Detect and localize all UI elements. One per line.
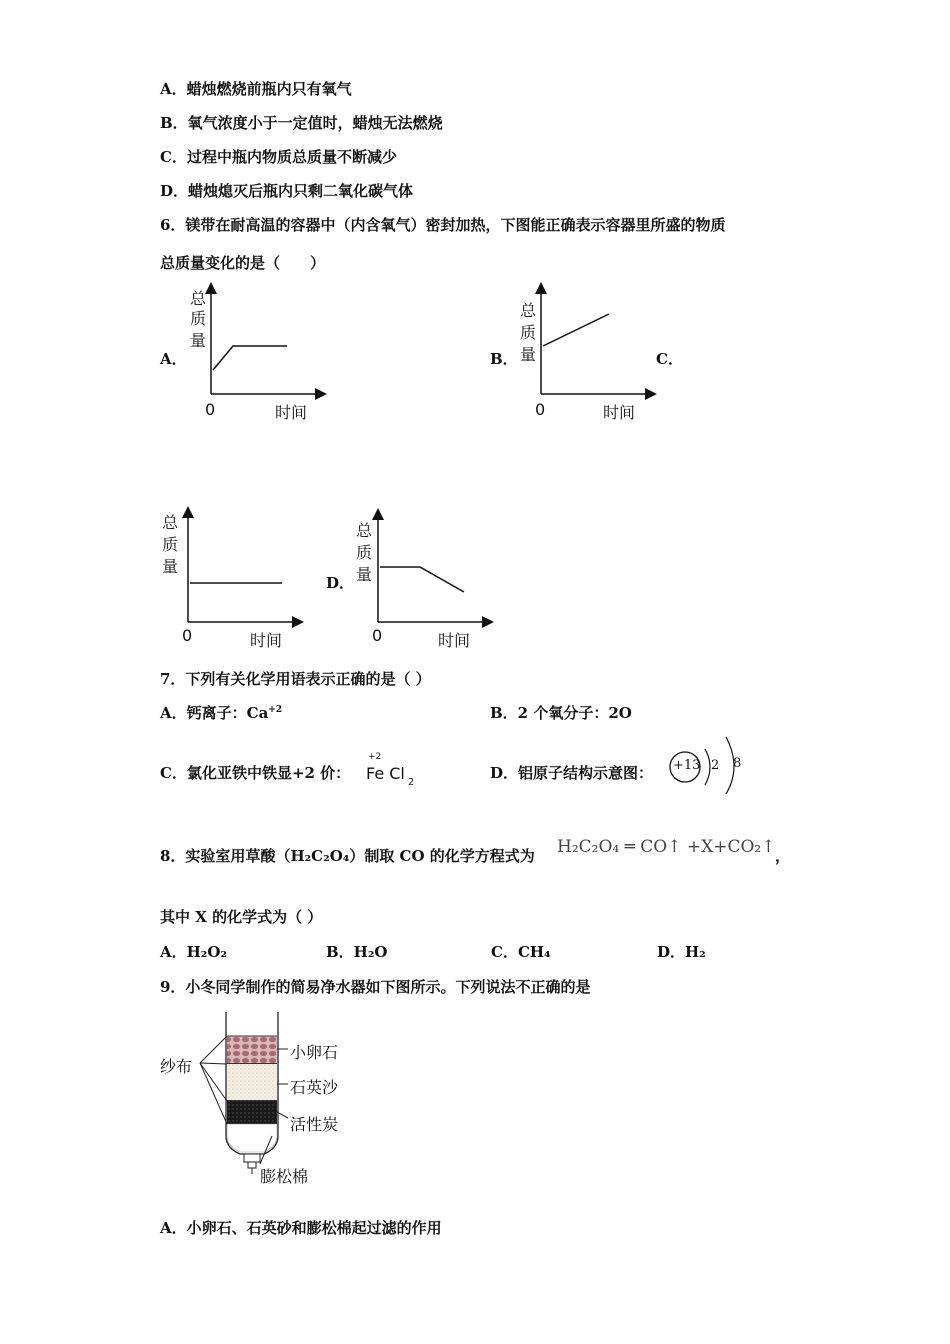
q8-stem: 8．实验室用草酸（H₂C₂O₄）制取 CO 的化学方程式为	[160, 847, 535, 865]
origin-label: 0	[535, 400, 546, 419]
ylabel-3: 量	[356, 565, 373, 584]
q5-option-d: D．蜡烛熄灭后瓶内只剩二氧化碳气体	[160, 182, 414, 200]
q5-option-a: A．蜡烛燃烧前瓶内只有氧气	[160, 80, 352, 98]
q7-stem: 7．下列有关化学用语表示正确的是（ ）	[160, 670, 431, 688]
q9-stem: 9．小冬同学制作的简易净水器如下图所示。下列说法不正确的是	[160, 978, 591, 996]
graph-c	[160, 508, 310, 652]
q8-option-d: D．H₂	[657, 943, 706, 961]
q8-option-b: B．H₂O	[326, 943, 388, 961]
curve-d	[380, 567, 464, 592]
ylabel-2: 质	[162, 535, 179, 554]
shell1-label: 2	[711, 758, 720, 773]
q9-option-a: A．小卵石、石英砂和膨松棉起过滤的作用	[160, 1219, 442, 1237]
q7-c-valence: +2	[368, 752, 382, 762]
origin-label: 0	[372, 626, 383, 645]
label-sand: 石英沙	[290, 1078, 339, 1097]
label-carbon: 活性炭	[290, 1115, 339, 1134]
ylabel-3: 量	[520, 345, 537, 364]
q8-option-a: A．H₂O₂	[160, 943, 228, 961]
q8-comma: ，	[775, 847, 791, 865]
xlabel: 时间	[275, 403, 308, 422]
graph-d	[352, 510, 502, 654]
q6-stem-line2: 总质量变化的是（ ）	[160, 254, 326, 272]
q7-option-d: D．铝原子结构示意图：	[490, 764, 654, 782]
q6-label-b: B．	[490, 350, 518, 368]
label-pebble: 小卵石	[290, 1043, 339, 1062]
graph-a	[185, 284, 335, 428]
q7-c-sub: 2	[407, 777, 415, 788]
q6-label-a: A．	[160, 350, 187, 368]
ylabel-3: 量	[162, 557, 179, 576]
graph-b	[515, 284, 665, 428]
ylabel-2: 质	[190, 309, 207, 328]
ylabel-1: 总	[162, 513, 179, 532]
q7-c-fecl	[366, 764, 414, 788]
ylabel-1: 总	[356, 521, 373, 540]
q8-equation: H₂C₂O₄ ═ CO↑ +X+CO₂↑	[557, 837, 776, 857]
shell2-label: 8	[733, 756, 742, 771]
q5-option-b: B．氧气浓度小于一定值时，蜡烛无法燃烧	[160, 114, 443, 132]
label-cotton: 膨松棉	[260, 1167, 309, 1186]
q7-a-sup: +2	[268, 705, 283, 715]
q6-stem-line1: 6．镁带在耐高温的容器中（内含氧气）密封加热，下图能正确表示容器里所盛的物质	[160, 216, 726, 234]
ylabel-2: 质	[520, 323, 537, 342]
ylabel-1: 总	[520, 301, 537, 320]
origin-label: 0	[205, 400, 216, 419]
water-filter-diagram	[160, 1008, 360, 1188]
q5-option-c: C．过程中瓶内物质总质量不断减少	[160, 148, 397, 166]
ylabel-1: 总	[190, 289, 207, 308]
ylabel-3: 量	[190, 331, 207, 350]
q8-stem-line2: 其中 X 的化学式为（ ）	[160, 908, 323, 926]
q7-c-fecl-text: Fe Cl	[366, 764, 405, 783]
q6-label-c: C．	[656, 350, 683, 368]
xlabel: 时间	[438, 631, 471, 650]
q7-option-b: B．2 个氧分子：2O	[490, 704, 632, 722]
xlabel: 时间	[603, 403, 636, 422]
nucleus-label: +13	[673, 758, 701, 773]
label-gauze: 纱布	[160, 1057, 193, 1076]
ylabel-2: 质	[356, 543, 373, 562]
q7-option-a	[160, 702, 282, 723]
q6-label-d: D．	[326, 574, 355, 592]
curve-b	[543, 314, 609, 346]
q7-option-c: C．氯化亚铁中铁显+2 价：	[160, 764, 351, 782]
q8-option-c: C．CH₄	[491, 943, 551, 961]
q7-a-text: A．钙离子：Ca	[160, 704, 269, 722]
origin-label: 0	[182, 626, 193, 645]
xlabel: 时间	[250, 631, 283, 650]
curve-a	[213, 346, 287, 370]
q7-atom-diagram	[668, 734, 748, 794]
